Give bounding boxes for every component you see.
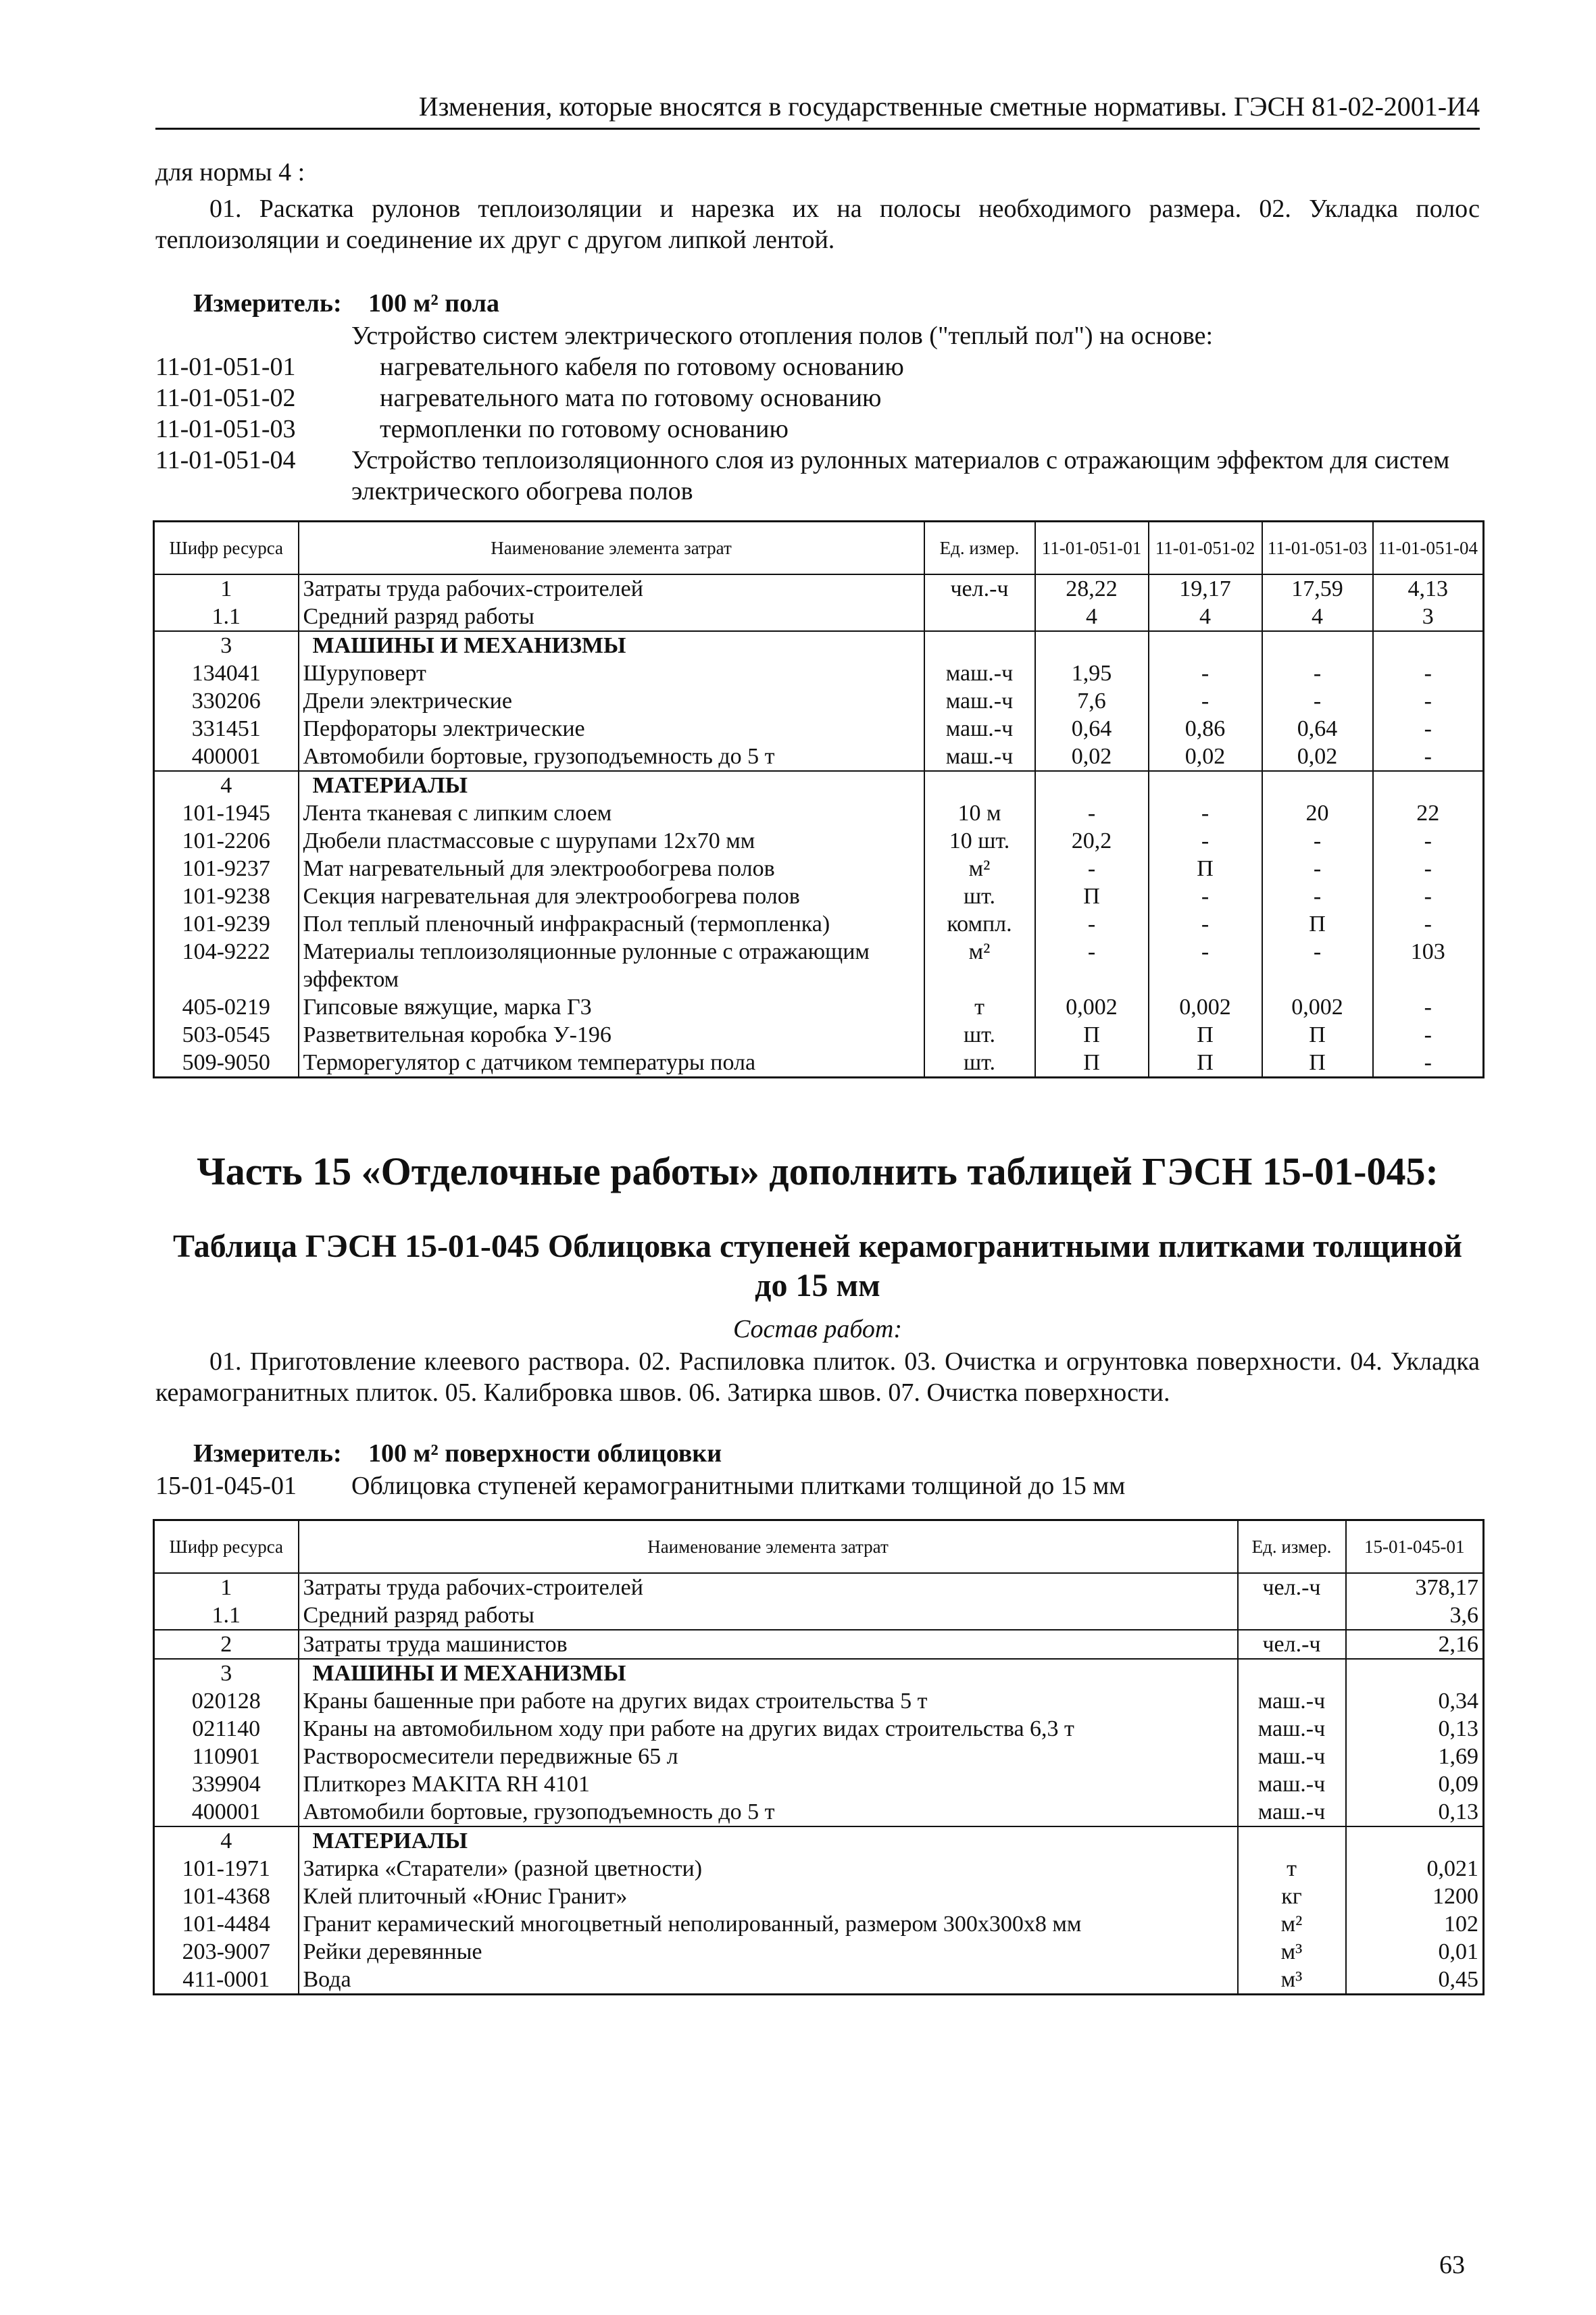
table-row	[154, 1855, 1484, 1883]
cell-value: 28,22	[1035, 574, 1149, 603]
cell-value: 1200	[1346, 1883, 1484, 1910]
cell-value: 0,02	[1149, 743, 1262, 771]
cell-code: 110901	[154, 1743, 299, 1770]
cell-code: 405-0219	[154, 993, 299, 1021]
table-row	[154, 743, 1484, 771]
cell-name: Гранит керамический многоцветный неполированный, размером 300x300x8 мм	[299, 1910, 1238, 1938]
work-composition-norm4: 01. Раскатка рулонов теплоизоляции и нарезка их на полосы необходимого размера. 02. Укладка полос теплоизоляции и соединение их друг с другом липкой лентой.	[155, 195, 1480, 254]
section-heading: МАШИНЫ И МЕХАНИЗМЫ	[299, 631, 924, 659]
cell-unit: маш.-ч	[924, 659, 1035, 687]
cell-value: 4,13	[1373, 574, 1484, 603]
cell-value: 4	[1035, 603, 1149, 631]
cell-value: -	[1373, 687, 1484, 715]
cell-value: -	[1262, 687, 1373, 715]
cell-name: Затраты труда рабочих-строителей	[299, 1573, 1238, 1601]
cell-name: Средний разряд работы	[299, 1601, 1238, 1630]
cell-unit: шт.	[924, 1049, 1035, 1078]
cell-value: 22	[1373, 799, 1484, 827]
cell-value: -	[1373, 1049, 1484, 1078]
table-row	[154, 855, 1484, 882]
cell-value: 3	[1373, 603, 1484, 631]
cell-code: 400001	[154, 1798, 299, 1826]
table-row	[154, 659, 1484, 687]
cell-unit: маш.-ч	[1238, 1743, 1346, 1770]
cell-value: 0,002	[1149, 993, 1262, 1021]
cell-unit: м³	[1238, 1966, 1346, 1995]
table-row	[154, 882, 1484, 910]
cell-value: -	[1149, 799, 1262, 827]
cell-unit	[924, 603, 1035, 631]
cell-value: -	[1035, 855, 1149, 882]
norm-code: 11-01-051-03	[155, 415, 296, 443]
cell-value: 19,17	[1149, 574, 1262, 603]
cell-name: Пол теплый пленочный инфракрасный (термопленка)	[299, 910, 924, 938]
cell-name: Затраты труда рабочих-строителей	[299, 574, 924, 603]
cell-name: Краны на автомобильном ходу при работе на других видах строительства 6,3 т	[299, 1715, 1238, 1743]
cell-value: 4	[1262, 603, 1373, 631]
cell-unit: м²	[924, 938, 1035, 993]
header-norm-03: 11-01-051-03	[1262, 522, 1373, 574]
cell-code: 101-1971	[154, 1855, 299, 1883]
cell-unit: м²	[1238, 1910, 1346, 1938]
cell-name: Материалы теплоизоляционные рулонные с отражающим эффектом	[299, 938, 924, 993]
cell-unit: чел.-ч	[1238, 1630, 1346, 1659]
cell-unit: м³	[1238, 1938, 1346, 1966]
cell-code: 411-0001	[154, 1966, 299, 1995]
cell-value: 378,17	[1346, 1573, 1484, 1601]
cell-code: 101-9238	[154, 882, 299, 910]
cell-code: 330206	[154, 687, 299, 715]
cell-unit: компл.	[924, 910, 1035, 938]
cell-value: 0,01	[1346, 1938, 1484, 1966]
cell-name: Перфораторы электрические	[299, 715, 924, 743]
cell-value: -	[1373, 659, 1484, 687]
table-row	[154, 1715, 1484, 1743]
section-heading: МАТЕРИАЛЫ	[299, 1826, 1238, 1855]
cell-name: Вода	[299, 1966, 1238, 1995]
cell-unit: т	[924, 993, 1035, 1021]
table-row	[154, 1021, 1484, 1049]
table-row	[154, 827, 1484, 855]
norm-code: 11-01-051-04	[155, 446, 296, 474]
cell-code: 101-4368	[154, 1883, 299, 1910]
header-norm-01: 15-01-045-01	[1346, 1520, 1484, 1573]
cell-unit: чел.-ч	[924, 574, 1035, 603]
table-row	[154, 993, 1484, 1021]
cell-value: 0,02	[1035, 743, 1149, 771]
cell-unit: шт.	[924, 882, 1035, 910]
cell-code: 1.1	[154, 603, 299, 631]
norms-group-header: Устройство систем электрического отопления полов ("теплый пол") на основе:	[351, 322, 1214, 350]
table-row	[154, 1938, 1484, 1966]
cell-value: -	[1035, 799, 1149, 827]
cell-code: 3	[154, 1659, 299, 1687]
cell-code: 3	[154, 631, 299, 659]
cell-value: 103	[1373, 938, 1484, 993]
cell-name: Растворосмесители передвижные 65 л	[299, 1743, 1238, 1770]
cell-name: Затраты труда машинистов	[299, 1630, 1238, 1659]
cell-unit: маш.-ч	[1238, 1687, 1346, 1715]
cell-value: 0,09	[1346, 1770, 1484, 1798]
cell-code: 503-0545	[154, 1021, 299, 1049]
table-heading-line2: до 15 мм	[755, 1268, 880, 1303]
cell-value: -	[1262, 855, 1373, 882]
cell-unit: маш.-ч	[1238, 1770, 1346, 1798]
cell-value: -	[1373, 743, 1484, 771]
cell-value: П	[1149, 1021, 1262, 1049]
cell-value: П	[1035, 1049, 1149, 1078]
cell-value: 3,6	[1346, 1601, 1484, 1630]
running-head: Изменения, которые вносятся в государственные сметные нормативы. ГЭСН 81-02-2001-И4	[155, 91, 1480, 130]
cell-code: 021140	[154, 1715, 299, 1743]
table-row	[154, 1743, 1484, 1770]
cell-name: Шуруповерт	[299, 659, 924, 687]
cell-name: Разветвительная коробка У-196	[299, 1021, 924, 1049]
cell-value: 0,13	[1346, 1715, 1484, 1743]
cell-value: -	[1149, 827, 1262, 855]
cell-unit: маш.-ч	[924, 715, 1035, 743]
cell-value: 0,64	[1262, 715, 1373, 743]
cell-code: 4	[154, 1826, 299, 1855]
cell-value: П	[1149, 855, 1262, 882]
cell-code: 020128	[154, 1687, 299, 1715]
table-row	[154, 715, 1484, 743]
cell-value: -	[1262, 827, 1373, 855]
cell-code: 101-2206	[154, 827, 299, 855]
cell-value: -	[1373, 882, 1484, 910]
cell-value: 0,86	[1149, 715, 1262, 743]
cell-value: -	[1035, 938, 1149, 993]
table-row	[154, 1826, 1484, 1855]
header-norm-04: 11-01-051-04	[1373, 522, 1484, 574]
cell-unit: 10 м	[924, 799, 1035, 827]
cell-value: 20	[1262, 799, 1373, 827]
cell-value: -	[1035, 910, 1149, 938]
section-heading: МАТЕРИАЛЫ	[299, 771, 924, 799]
cell-code: 104-9222	[154, 938, 299, 993]
cell-value: 0,021	[1346, 1855, 1484, 1883]
cell-value: -	[1262, 882, 1373, 910]
cell-code: 203-9007	[154, 1938, 299, 1966]
table-row	[154, 603, 1484, 631]
cell-code: 2	[154, 1630, 299, 1659]
cell-value: -	[1149, 882, 1262, 910]
measure-value: 100 м² поверхности облицовки	[368, 1439, 722, 1468]
cell-name: Секция нагревательная для электрообогрева полов	[299, 882, 924, 910]
cell-code: 101-9237	[154, 855, 299, 882]
cell-value: 0,64	[1035, 715, 1149, 743]
cell-unit: шт.	[924, 1021, 1035, 1049]
cell-code: 331451	[154, 715, 299, 743]
header-resource-code: Шифр ресурса	[154, 1520, 299, 1573]
cell-unit: т	[1238, 1855, 1346, 1883]
cell-value: 4	[1149, 603, 1262, 631]
table-row	[154, 1883, 1484, 1910]
table-row	[154, 1966, 1484, 1995]
cell-value: 0,34	[1346, 1687, 1484, 1715]
cell-value: -	[1262, 659, 1373, 687]
cell-value: П	[1262, 910, 1373, 938]
norm-code: 15-01-045-01	[155, 1472, 297, 1500]
header-unit: Ед. измер.	[1238, 1520, 1346, 1573]
cell-unit: маш.-ч	[1238, 1715, 1346, 1743]
measure-label: Измеритель:	[193, 289, 342, 318]
cell-unit: 10 шт.	[924, 827, 1035, 855]
norm-code: 11-01-051-01	[155, 353, 296, 381]
measure-value: 100 м² пола	[368, 289, 499, 318]
cell-value: -	[1373, 910, 1484, 938]
cell-value: 1,69	[1346, 1743, 1484, 1770]
cell-name: Рейки деревянные	[299, 1938, 1238, 1966]
cell-code: 1.1	[154, 1601, 299, 1630]
cell-value: П	[1262, 1021, 1373, 1049]
table-row	[154, 910, 1484, 938]
cell-code: 339904	[154, 1770, 299, 1798]
cell-name: Затирка «Старатели» (разной цветности)	[299, 1855, 1238, 1883]
header-cost-element: Наименование элемента затрат	[299, 1520, 1238, 1573]
page-number: 63	[1439, 2251, 1465, 2279]
cell-code: 509-9050	[154, 1049, 299, 1078]
header-resource-code: Шифр ресурса	[154, 522, 299, 574]
cell-value: 102	[1346, 1910, 1484, 1938]
cell-value: П	[1035, 1021, 1149, 1049]
cell-value: П	[1149, 1049, 1262, 1078]
cell-value: -	[1262, 938, 1373, 993]
measure-label: Измеритель:	[193, 1439, 342, 1468]
norm-title: Устройство теплоизоляционного слоя из рулонных материалов с отражающим эффектом для систем электрического обогрева полов	[351, 446, 1450, 505]
table-row	[154, 938, 1484, 993]
table-heading	[155, 1227, 1480, 1305]
cell-name: Мат нагревательный для электрообогрева полов	[299, 855, 924, 882]
table-row	[154, 574, 1484, 603]
for-norm-label: для нормы 4 :	[155, 158, 305, 186]
table-row	[154, 1630, 1484, 1659]
resource-table-15-01-045	[153, 1519, 1485, 1995]
cell-value: 0,45	[1346, 1966, 1484, 1995]
cell-name: Гипсовые вяжущие, марка Г3	[299, 993, 924, 1021]
cell-value: -	[1373, 827, 1484, 855]
table-row	[154, 1687, 1484, 1715]
cell-value: 1,95	[1035, 659, 1149, 687]
cell-code: 101-9239	[154, 910, 299, 938]
cell-value: 0,02	[1262, 743, 1373, 771]
cell-value: 0,13	[1346, 1798, 1484, 1826]
cell-unit: чел.-ч	[1238, 1573, 1346, 1601]
cell-value: 17,59	[1262, 574, 1373, 603]
cell-name: Средний разряд работы	[299, 603, 924, 631]
norm-title: Облицовка ступеней керамогранитными плитками толщиной до 15 мм	[351, 1472, 1126, 1500]
cell-name: Дрели электрические	[299, 687, 924, 715]
cell-code: 1	[154, 1573, 299, 1601]
norm-title: термопленки по готовому основанию	[380, 415, 789, 443]
cell-value: -	[1149, 659, 1262, 687]
table-row	[154, 1601, 1484, 1630]
header-norm-02: 11-01-051-02	[1149, 522, 1262, 574]
section-heading: МАШИНЫ И МЕХАНИЗМЫ	[299, 1659, 1238, 1687]
table-row	[154, 771, 1484, 799]
cell-name: Плиткорез MAKITA RH 4101	[299, 1770, 1238, 1798]
cell-code: 4	[154, 771, 299, 799]
cell-name: Автомобили бортовые, грузоподъемность до 5 т	[299, 1798, 1238, 1826]
cell-value: -	[1373, 715, 1484, 743]
cell-unit: маш.-ч	[1238, 1798, 1346, 1826]
work-composition: 01. Приготовление клеевого раствора. 02. Распиловка плиток. 03. Очистка и огрунтовка поверхности. 04. Укладка керамогранитных плиток. 05. Калибровка швов. 06. Затирка швов. 07. Очистка поверхности.	[155, 1347, 1480, 1407]
cell-code: 134041	[154, 659, 299, 687]
cell-value: -	[1149, 687, 1262, 715]
cell-unit: маш.-ч	[924, 743, 1035, 771]
cell-code: 400001	[154, 743, 299, 771]
cell-name: Терморегулятор с датчиком температуры пола	[299, 1049, 924, 1078]
part-heading: Часть 15 «Отделочные работы» дополнить таблицей ГЭСН 15-01-045:	[197, 1149, 1439, 1193]
header-norm-01: 11-01-051-01	[1035, 522, 1149, 574]
header-cost-element: Наименование элемента затрат	[299, 522, 924, 574]
norm-code: 11-01-051-02	[155, 384, 296, 412]
cell-unit: м²	[924, 855, 1035, 882]
norm-title: нагревательного кабеля по готовому основанию	[380, 353, 904, 381]
table-row	[154, 1049, 1484, 1078]
table-row	[154, 799, 1484, 827]
cell-name: Краны башенные при работе на других видах строительства 5 т	[299, 1687, 1238, 1715]
norm-title: нагревательного мата по готовому основанию	[380, 384, 882, 412]
cell-name: Клей плиточный «Юнис Гранит»	[299, 1883, 1238, 1910]
cell-unit: маш.-ч	[924, 687, 1035, 715]
cell-name: Дюбели пластмассовые с шурупами 12x70 мм	[299, 827, 924, 855]
cell-unit: кг	[1238, 1883, 1346, 1910]
table-row	[154, 687, 1484, 715]
cell-unit	[1238, 1601, 1346, 1630]
cell-value: -	[1373, 993, 1484, 1021]
cell-value: -	[1149, 910, 1262, 938]
cell-value: -	[1373, 1021, 1484, 1049]
cell-value: 20,2	[1035, 827, 1149, 855]
cell-value: 2,16	[1346, 1630, 1484, 1659]
cell-code: 101-1945	[154, 799, 299, 827]
cell-value: 0,002	[1035, 993, 1149, 1021]
header-unit: Ед. измер.	[924, 522, 1035, 574]
table-row	[154, 1659, 1484, 1687]
cell-value: -	[1373, 855, 1484, 882]
cell-value: 0,002	[1262, 993, 1373, 1021]
resource-table-11-01-051	[153, 520, 1485, 1078]
table-row	[154, 1573, 1484, 1601]
composition-label: Состав работ:	[732, 1315, 903, 1343]
cell-value: П	[1035, 882, 1149, 910]
table-row	[154, 1770, 1484, 1798]
cell-value: П	[1262, 1049, 1373, 1078]
table-row	[154, 1798, 1484, 1826]
cell-value: 7,6	[1035, 687, 1149, 715]
cell-name: Автомобили бортовые, грузоподъемность до 5 т	[299, 743, 924, 771]
cell-code: 101-4484	[154, 1910, 299, 1938]
cell-code: 1	[154, 574, 299, 603]
table-row	[154, 631, 1484, 659]
table-row	[154, 1910, 1484, 1938]
table-heading-line1: Таблица ГЭСН 15-01-045 Облицовка ступеней керамогранитными плитками толщиной	[172, 1228, 1463, 1264]
cell-value: -	[1149, 938, 1262, 993]
cell-name: Лента тканевая с липким слоем	[299, 799, 924, 827]
